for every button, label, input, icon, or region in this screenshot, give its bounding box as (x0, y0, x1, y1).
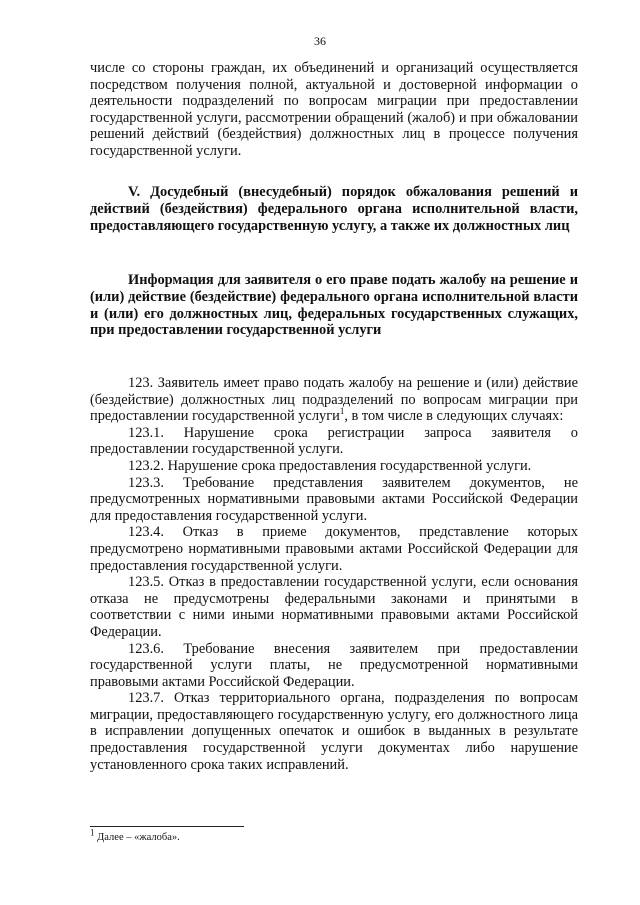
intro-paragraph-block (90, 60, 578, 160)
paragraph-123-text: 123. Заявитель имеет право подать жалобу на решение и (или) действие (бездействие) должностных лиц подразделений по вопросам миграции при предоставлении государственной услуги (90, 375, 578, 425)
footnote (90, 827, 180, 843)
intro-paragraph: числе со стороны граждан, их объединений и организаций осуществляется посредством получения полной, актуальной и достоверной информации о деятельности подразделений по вопросам миграции при предоставлении государственной услуги, рассмотрении обращений (жалоб) и при обжаловании решений действий (бездействия) должностных лиц в процессе получения государственной услуги. (90, 60, 578, 159)
item-123-4: 123.4. Отказ в приеме документов, представление которых предусмотрено нормативными правовыми актами Российской Федерации для предоставления государственной услуги. (90, 524, 578, 574)
item-123-1: 123.1. Нарушение срока регистрации запроса заявителя о предоставлении государственной услуги. (90, 424, 578, 458)
paragraph-123-tail: , в том числе в следующих случаях: (344, 408, 564, 425)
footnote-divider (90, 826, 244, 827)
item-123-6: 123.6. Требование внесения заявителем при предоставлении государственной услуги платы, не предусмотренной нормативными правовыми актами Российской Федерации. (90, 640, 578, 690)
section-title: V. Досудебный (внесудебный) порядок обжалования решений и действий (бездействия) федерального органа исполнительной власти, предоставляющего государственную услугу, а также их должностных лиц (90, 184, 578, 234)
page-number: 36 (314, 34, 326, 48)
footnote-mark: 1 (90, 827, 95, 838)
paragraph-123 (90, 375, 578, 425)
footnote-text: Далее – «жалоба». (94, 832, 180, 843)
item-123-5: 123.5. Отказ в предоставлении государственной услуги, если основания отказа не предусмотрены федеральными законами и принятыми в соответствии с ними иными нормативными правовыми актами Российской Федерации. (90, 574, 578, 640)
item-123-3: 123.3. Требование представления заявителем документов, не предусмотренных нормативными правовыми актами Российской Федерации для предоставления государственной услуги. (90, 474, 578, 524)
item-123-2: 123.2. Нарушение срока предоставления государственной услуги. (128, 457, 532, 474)
item-123-7: 123.7. Отказ территориального органа, подразделения по вопросам миграции, предоставляющего государственную услугу, его должностного лица в исправлении допущенных опечаток и ошибок в выданных в результате предоставления государственной услуги документах либо нарушение установленного срока таких исправлений. (90, 690, 578, 773)
footnote-ref: 1 (339, 406, 345, 417)
subsection-title: Информация для заявителя о его праве подать жалобу на решение и (или) действие (бездействие) федерального органа исполнительной власти и (или) его должностных лиц, федеральных государственных служащих, при предоставлении государственной услуги (90, 272, 578, 339)
main-text (90, 375, 578, 773)
